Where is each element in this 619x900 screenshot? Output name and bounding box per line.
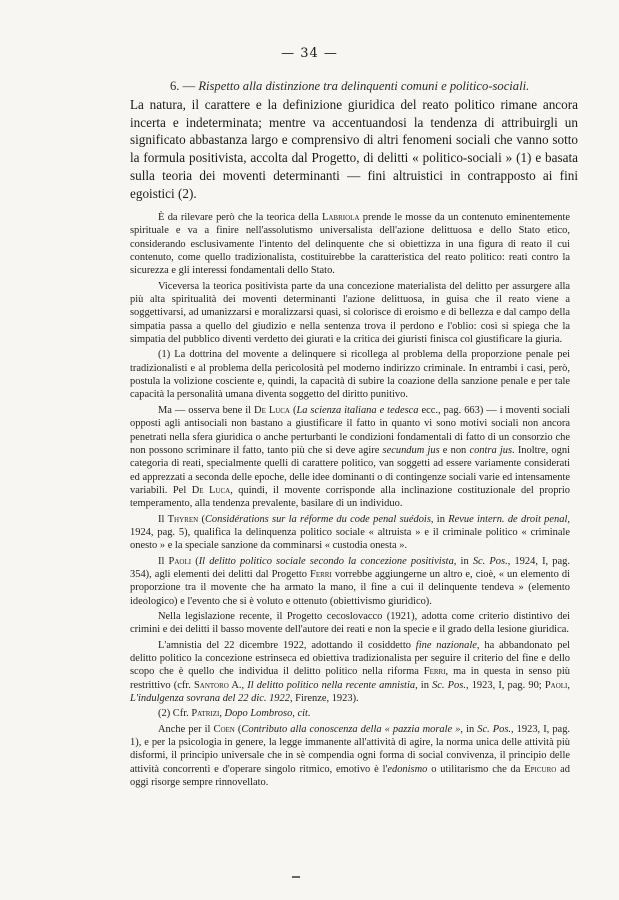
author-name: Coen xyxy=(213,723,235,735)
work-title: Il delitto politico sociale secondo la concezione positivista xyxy=(198,555,454,567)
author-name: Ferri xyxy=(310,568,332,580)
note-paragraph: Viceversa la teorica positivista parte da una concezione materialista del delitto per assurgere alla più alta spiritualità dei moventi determinanti l'azione delittuosa, in guisa che il reato viene a soggettivarsi, ad umanizzarsi e moralizzarsi quasi, si colorisce di eroismo e di bellezza e dal campo della simpatia passa a quello del giudizio e nella sentenza trova il perdono e l'oblio: così si spiega che la simpatia del pubblico diventi verdetto dei giurati e la critica dei giuristi finisca col giustificare la giuria. xyxy=(130,280,570,346)
section-title: Rispetto alla distinzione tra delinquenti comuni e politico-sociali. xyxy=(198,79,530,93)
note-paragraph: L'amnistia del 22 dicembre 1922, adottando il cosiddetto fine nazionale, ha abbandonato pel delitto politico la concezione estrinseca ed obiettiva tradizionalista per seguire il criterio del fine e dello scopo che è quello che individua il delitto politico nella riforma Ferri, ma in questa in senso più restrittivo (cfr. Santoro A., Il delitto politico nella recente amnistia, in Sc. Pos., 1923, I, pag. 90; Paoli, L'indulgenza sovrana del 22 dic. 1922, Firenze, 1923). xyxy=(130,639,571,705)
author-name: Paoli xyxy=(168,555,192,567)
ink-mark xyxy=(292,876,300,878)
author-name: Paoli xyxy=(544,679,568,691)
author-name: Santoro A. xyxy=(193,679,242,691)
work-title: L'indulgenza sovrana del 22 dic. 1922 xyxy=(130,693,290,705)
work-title: Il delitto politico nella recente amnistia xyxy=(247,679,416,691)
author-name: Labriola xyxy=(321,212,360,223)
work-title: Dopo Lombroso, cit. xyxy=(224,708,311,720)
note-paragraph: Nella legislazione recente, il Progetto cecoslovacco (1921), adotta come criterio distintivo dei crimini e dei delitti il basso movente dell'autore dei reati e non la specie e il grado della lesione giuridica. xyxy=(130,610,570,636)
footnote-2: (2) Cfr. Patrizi, Dopo Lombroso, cit. xyxy=(158,708,311,720)
author-name: De Luca xyxy=(254,404,290,416)
main-text xyxy=(130,78,578,203)
author-name: Ferri xyxy=(423,666,446,678)
footnotes xyxy=(130,211,570,791)
note-paragraph: Anche per il Coen (Contributo alla conoscenza della « pazzia morale », in Sc. Pos., 1923, I, pag. 1), e per la psicologia in genere, la legge immanente all'attività di agire, la norma unica delle attività più disformi, il principio universale che in sè compendia ogni forma di social convivenza, il principio delle attività concorrenti e d'operare singolo ritmico, emotivo è l'edonismo o utilitarismo che da Epicuro ad oggi risorge sempre rinnovellato. xyxy=(130,723,571,789)
author-name: Thyren xyxy=(167,513,199,525)
note-paragraph: Il Thyren (Considérations sur la réforme du code penal suédois, in Revue intern. de droit penal, 1924, pag. 5), qualifica la delinquenza politico sociale « altruista » e il criminale politico « criminale onesto » e la speciale sanzione da comminarsi « custodia onesta ». xyxy=(130,513,570,552)
note-paragraph: Ma — osserva bene il De Luca (La scienza italiana e tedesca ecc., pag. 663) — i moventi sociali opposti agli antisociali non bastano a giustificare il fatto in quanto vi sono motivi sociali non ancora penetrati nella sfera giuridica o anche perturbanti le condizioni fondamentali di fatto di un consorzio che non possono scriminare il fatto, tanto più che si deve agire secundum jus e non contra jus. Inoltre, ogni categoria di reati, specialmente quelli di carattere politico, van soggetti ad essere variamente considerati ed apprezzati a seconda delle epoche, delle idee dominanti o di contingenze sociali varie ed intensamente variabili. Pel De Luca, quindi, il movente corrisponde alla inclinazione costituzionale del proprio temperamento, alla tendenza prevalente, basilare di un individuo. xyxy=(130,404,571,510)
note-paragraph: Il Paoli (Il delitto politico sociale secondo la concezione positivista, in Sc. Pos., 1924, I, pag. 354), agli elementi dei delitti dal Progetto Ferri vorrebbe aggiungerne un altro e, cioè, « un elemento di proporzione tra il movente che ha armato la mano, il fine a cui il delinquente tendeva » (elemento ideologico) e l'evento che si è voluto e ottenuto (obiettivismo giuridico). xyxy=(130,555,570,607)
author-name: De Luca xyxy=(191,484,231,496)
author-name: Epicuro xyxy=(524,763,557,775)
note-paragraph: È da rilevare però che la teorica della Labriola prende le mosse da un contenuto eminentemente spirituale e va a finire nell'assolutismo universalista dell'azione delittuosa e dello Stato etico, considerando esclusivamente l'intento del delinquente che si obiettizza in una figura di reato il cui contenuto, come quello tradizionalista, costituirebbe la caratteristica del reato politico: reati contro la sicurezza e gli interessi fondamentali dello Stato. xyxy=(130,212,570,277)
main-paragraph: La natura, il carattere e la definizione giuridica del reato politico rimane ancora incerta e indeterminata; mentre va accentuandosi la tendenza di attribuirgli un significato abbastanza largo e comprensivo di altri fenomeni sociali che vanno sotto la formula positivista, accolta dal Progetto, di delitti « politico-sociali » (1) e basata sulla teoria dei moventi determinanti — fini altruistici in contrapposto ai fini egoistici (2). xyxy=(130,96,578,201)
work-title: La scienza italiana e tedesca xyxy=(296,404,419,416)
footnote-1: (1) La dottrina del movente a delinquere si ricollega al problema della proporzione penale pei tradizionalisti e al problema della pericolosità pel moderno indirizzo criminale. In entrambi i casi, però, postula la volizione cosciente e, quindi, la capacità di subire la coazione della sanzione penale e per tale capacità la personalità umana diventa soggetto del diritto punitivo. xyxy=(130,349,570,401)
section-number: 6. — xyxy=(170,79,196,93)
page-number: — 34 — xyxy=(281,46,338,61)
author-name: Patrizi xyxy=(191,708,220,720)
work-title: Considérations sur la réforme du code penal suédois xyxy=(204,513,431,525)
work-title: Contributo alla conoscenza della « pazzia morale » xyxy=(241,723,461,735)
section-heading xyxy=(130,78,578,96)
